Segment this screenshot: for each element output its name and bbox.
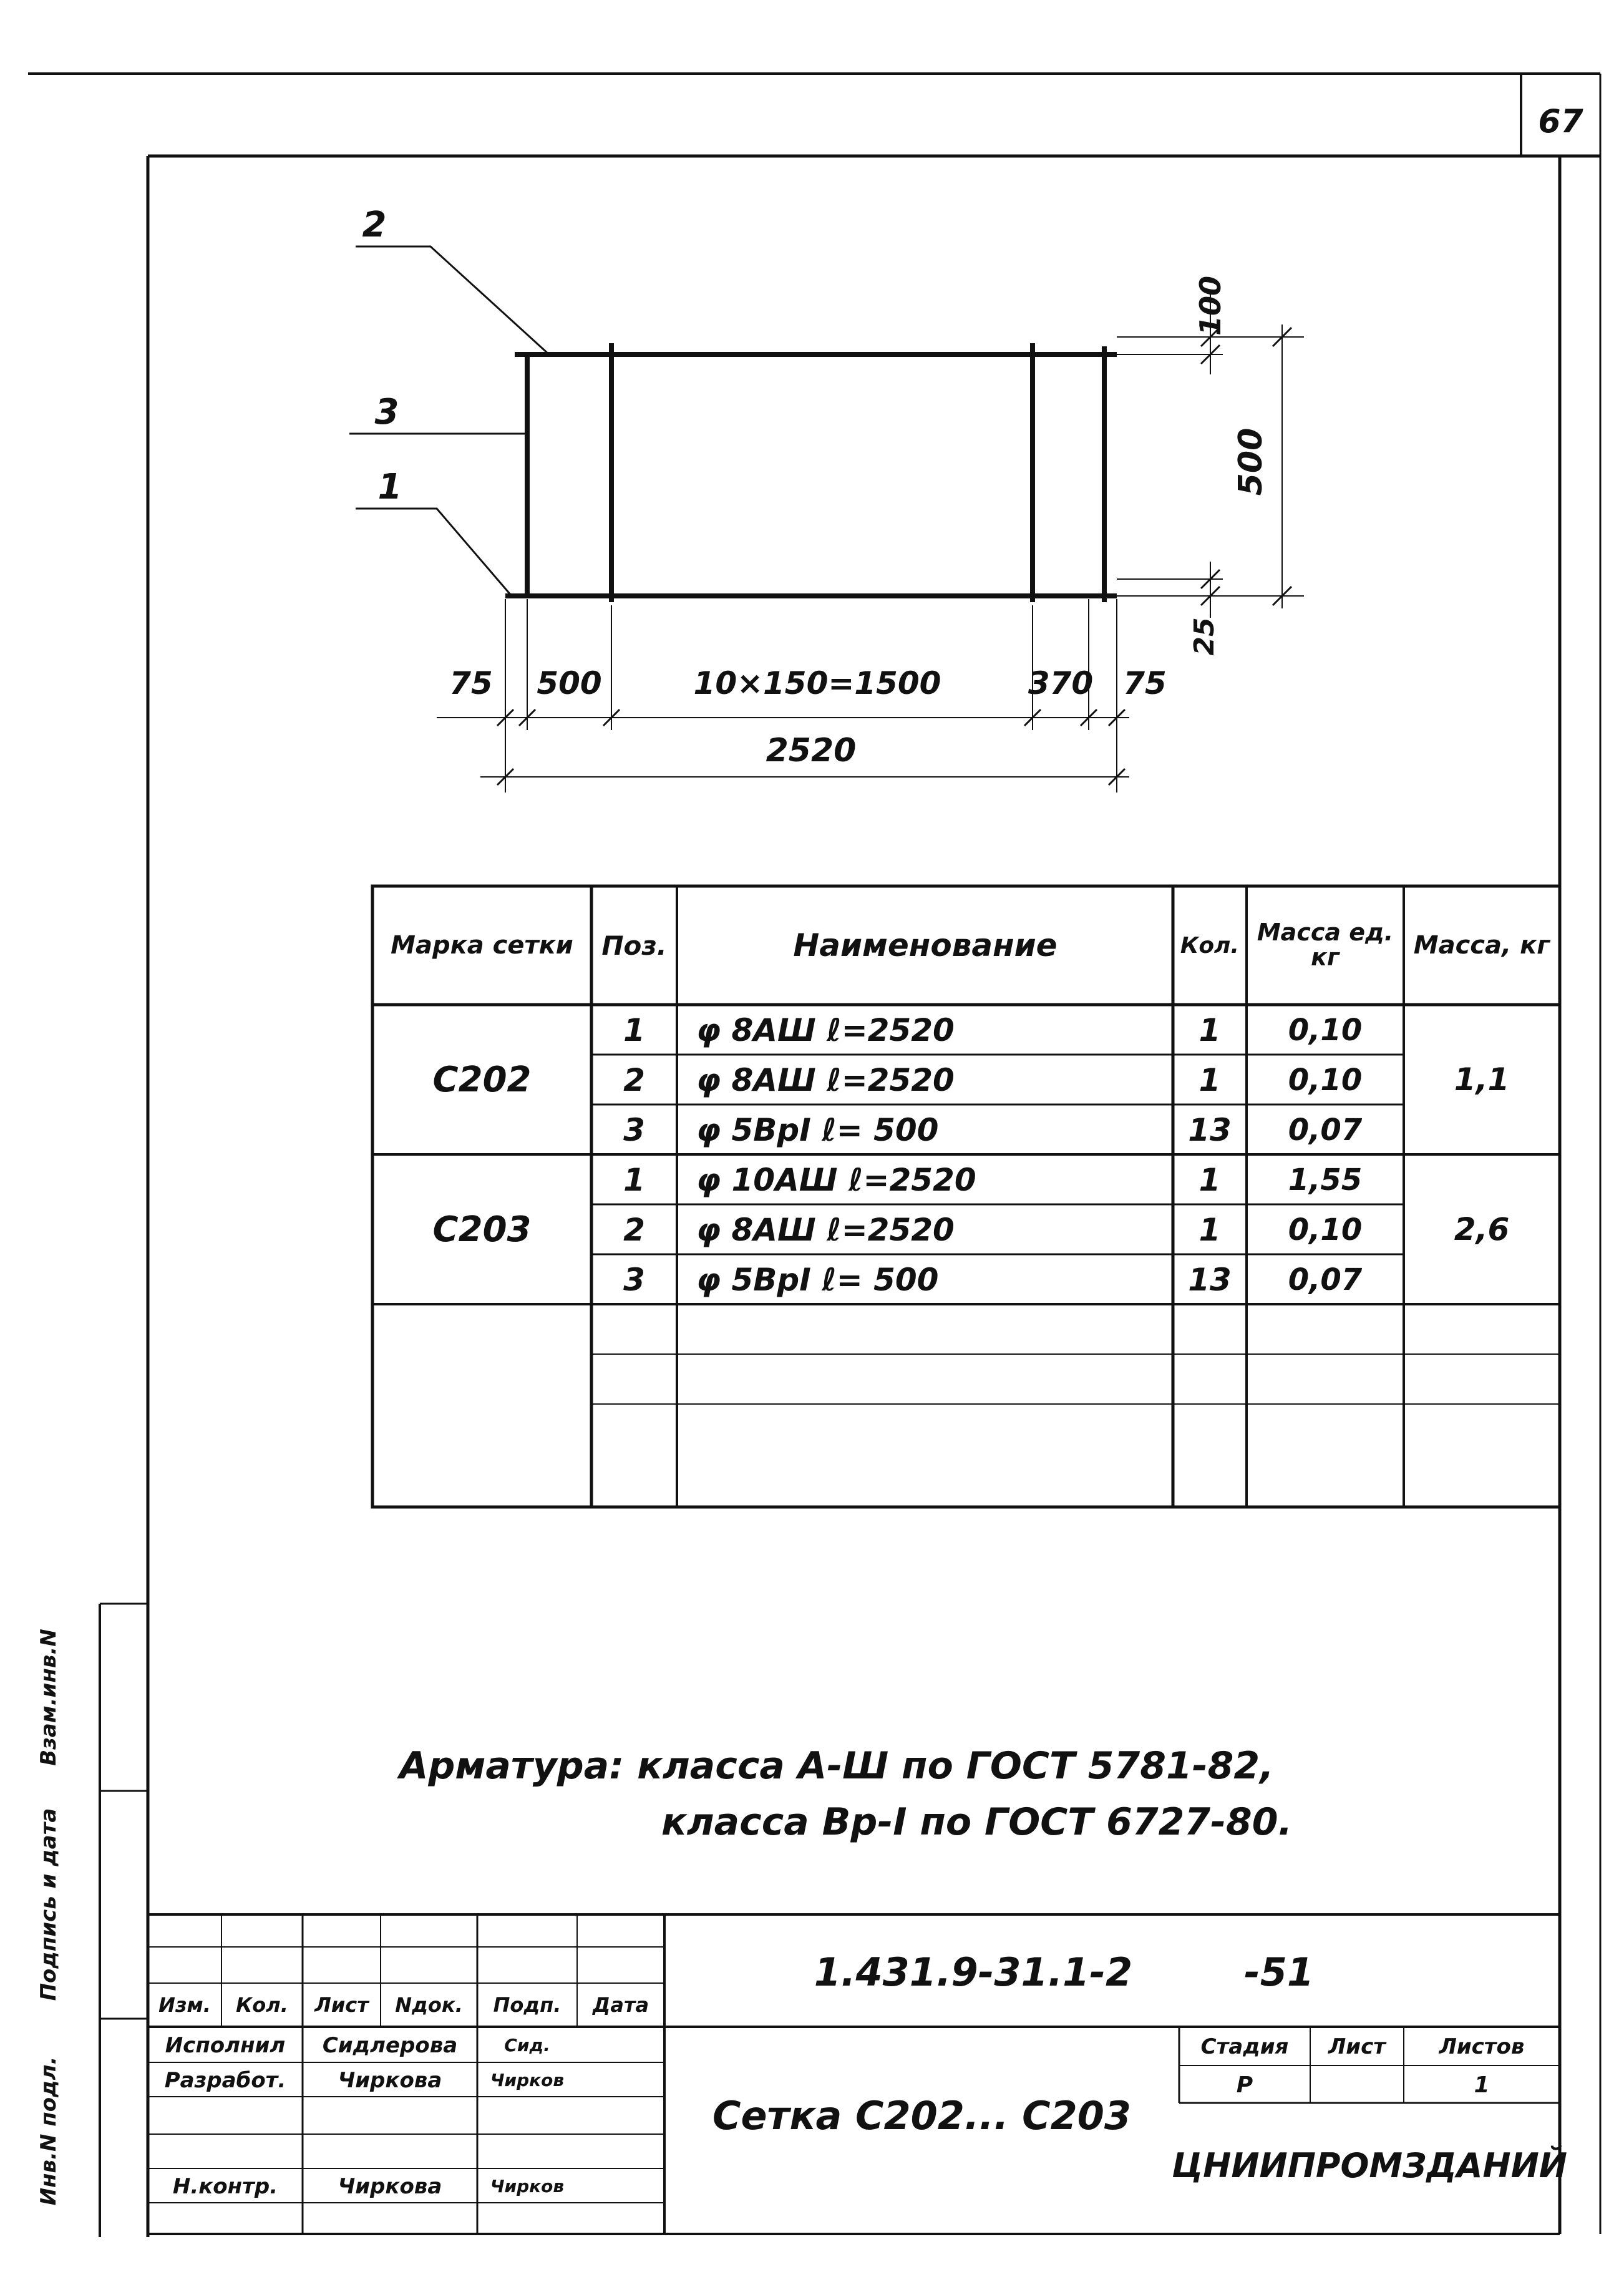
qty-cell: 1 xyxy=(1199,1062,1221,1098)
stage-value: Р xyxy=(1236,2072,1253,2098)
name-cell: φ 8АШ ℓ=2520 xyxy=(696,1012,955,1048)
unit-mass-cell: 0,07 xyxy=(1288,1113,1363,1148)
mark-c202: С202 xyxy=(432,1059,532,1100)
tb-role: Разработ. xyxy=(164,2067,286,2093)
name-cell: φ 5ВрI ℓ= 500 xyxy=(696,1112,939,1148)
pos-cell: 3 xyxy=(623,1262,645,1298)
note-line-1: Арматура: класса А-Ш по ГОСТ 5781-82, xyxy=(399,1744,1274,1788)
header-pos: Поз. xyxy=(601,930,667,961)
tb-signature: Чирков xyxy=(490,2176,565,2197)
pos-cell: 3 xyxy=(623,1112,645,1148)
tb-header-ndok: Nдок. xyxy=(395,1993,463,2017)
unit-mass-cell: 0,10 xyxy=(1288,1013,1363,1048)
header-name: Наименование xyxy=(793,927,1058,963)
position-label-3: 3 xyxy=(374,391,399,432)
dim-first-span: 500 xyxy=(537,665,602,701)
dim-middle-span: 10×150=1500 xyxy=(693,665,941,701)
strip-sign-date: Подпись и дата xyxy=(36,1808,61,2001)
position-label-1: 1 xyxy=(377,466,402,507)
unit-mass-cell: 0,07 xyxy=(1288,1262,1363,1297)
unit-mass-cell: 1,55 xyxy=(1288,1163,1363,1197)
dim-left-edge: 75 xyxy=(449,665,493,701)
tb-role: Н.контр. xyxy=(172,2173,278,2199)
tb-role: Исполнил xyxy=(165,2032,286,2058)
header-mark: Марка сетки xyxy=(391,931,573,960)
tb-signature: Чирков xyxy=(490,2070,565,2090)
total-mass-c202: 1,1 xyxy=(1454,1061,1510,1098)
tb-header-izm: Изм. xyxy=(158,1993,211,2017)
stage-label: Стадия xyxy=(1200,2034,1289,2059)
mark-c203: С203 xyxy=(432,1209,532,1250)
dim-overall: 2520 xyxy=(766,731,857,769)
strip-inv-dup: Взам.инв.N xyxy=(36,1629,61,1766)
name-cell: φ 10АШ ℓ=2520 xyxy=(696,1162,976,1198)
sheet-value xyxy=(1310,2067,1404,2103)
sheets-value: 1 xyxy=(1474,2072,1490,2098)
qty-cell: 1 xyxy=(1199,1162,1221,1198)
qty-cell: 13 xyxy=(1188,1112,1232,1148)
dim-last-span: 370 xyxy=(1028,665,1094,701)
header-unit-mass: Масса ед. кг xyxy=(1257,919,1394,971)
unit-mass-cell: 0,10 xyxy=(1288,1063,1363,1098)
tb-name: Сидлерова xyxy=(322,2032,458,2058)
doc-suffix: -51 xyxy=(1243,1949,1314,1995)
sheets-label: Листов xyxy=(1439,2034,1525,2059)
dim-height: 500 xyxy=(1232,427,1270,496)
qty-cell: 1 xyxy=(1199,1012,1221,1048)
name-cell: φ 8АШ ℓ=2520 xyxy=(696,1062,955,1098)
position-label-2: 2 xyxy=(362,204,387,245)
dim-top-offset: 100 xyxy=(1194,275,1227,336)
unit-mass-cell: 0,10 xyxy=(1288,1212,1363,1247)
tb-header-kol: Кол. xyxy=(236,1993,288,2017)
tb-header-data: Дата xyxy=(592,1993,649,2017)
qty-cell: 13 xyxy=(1188,1262,1232,1298)
pos-cell: 1 xyxy=(623,1162,645,1198)
tb-header-podp: Подп. xyxy=(493,1993,562,2017)
tb-signature: Сид. xyxy=(504,2035,550,2055)
header-total-mass: Масса, кг xyxy=(1413,931,1550,960)
qty-cell: 1 xyxy=(1199,1212,1221,1248)
name-cell: φ 8АШ ℓ=2520 xyxy=(696,1212,955,1248)
doc-code: 1.431.9-31.1-2 xyxy=(814,1949,1133,1995)
organization-name: ЦНИИПРОМЗДАНИЙ xyxy=(1172,2145,1567,2185)
tb-name: Чиркова xyxy=(338,2067,442,2093)
header-qty: Кол. xyxy=(1180,932,1240,958)
total-mass-c203: 2,6 xyxy=(1454,1211,1510,1247)
tb-header-list: Лист xyxy=(314,1993,369,2017)
pos-cell: 2 xyxy=(623,1212,645,1248)
strip-inv-orig: Инв.N подл. xyxy=(36,2056,61,2206)
sheet-number: 67 xyxy=(1538,103,1583,140)
dim-right-edge: 75 xyxy=(1123,665,1167,701)
note-line-2: класса Вр-I по ГОСТ 6727-80. xyxy=(661,1800,1293,1844)
pos-cell: 2 xyxy=(623,1062,645,1098)
tb-name: Чиркова xyxy=(338,2173,442,2199)
pos-cell: 1 xyxy=(623,1012,645,1048)
sheet-label: Лист xyxy=(1328,2034,1386,2059)
name-cell: φ 5ВрI ℓ= 500 xyxy=(696,1262,939,1298)
drawing-title: Сетка С202... С203 xyxy=(712,2092,1132,2138)
dim-bottom-offset: 25 xyxy=(1188,617,1220,656)
